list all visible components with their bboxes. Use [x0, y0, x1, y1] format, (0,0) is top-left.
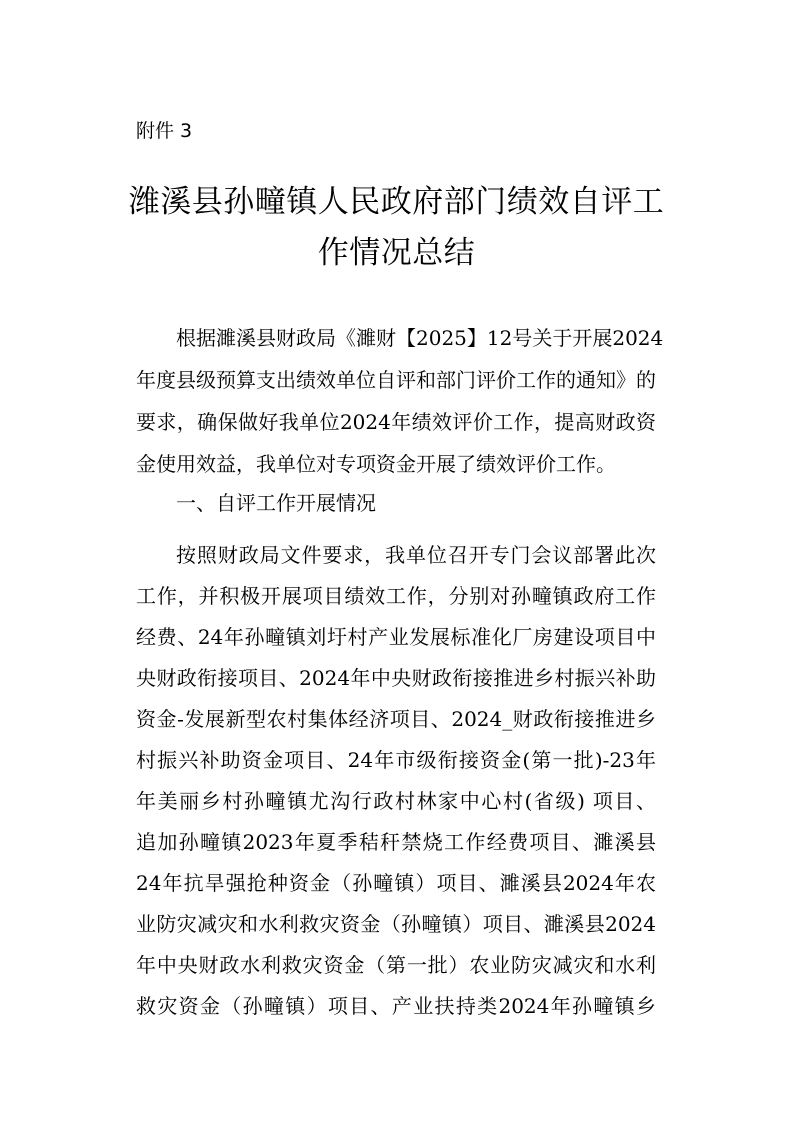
paragraph-line: 要求，确保做好我单位2024年绩效评价工作，提高财政资 [136, 410, 656, 434]
paragraph-line: 24年抗旱强抢种资金（孙疃镇）项目、濉溪县2024年农 [136, 871, 656, 895]
paragraph-line: 央财政衔接项目、2024年中央财政衔接推进乡村振兴补助 [136, 666, 656, 690]
attachment-label: 附件 3 [136, 120, 193, 142]
paragraph-line: 工作，并积极开展项目绩效工作，分别对孙疃镇政府工作 [136, 584, 656, 608]
paragraph-line: 年度县级预算支出绩效单位自评和部门评价工作的通知》的 [136, 368, 656, 392]
paragraph-line: 村振兴补助资金项目、24年市级衔接资金(第一批)-23年 [136, 748, 656, 772]
document-title-line-1: 潍溪县孙疃镇人民政府部门绩效自评工 [128, 184, 665, 220]
paragraph-line: 年中央财政水利救灾资金（第一批）农业防灾减灾和水利 [136, 953, 656, 977]
paragraph-line: 按照财政局文件要求，我单位召开专门会议部署此次 [176, 543, 656, 567]
paragraph-line: 业防灾减灾和水利救灾资金（孙疃镇）项目、濉溪县2024 [136, 912, 656, 936]
paragraph-line: 资金-发展新型农村集体经济项目、2024_财政衔接推进乡 [136, 707, 656, 731]
document-title-line-2: 作情况总结 [317, 235, 476, 271]
paragraph-line: 救灾资金（孙疃镇）项目、产业扶持类2024年孙疃镇乡 [136, 994, 656, 1018]
section-heading: 一、自评工作开展情况 [176, 491, 376, 515]
paragraph-line: 年美丽乡村孙疃镇尤沟行政村林家中心村(省级) 项目、 [136, 789, 656, 813]
paragraph-line: 追加孙疃镇2023年夏季秸秆禁烧工作经费项目、濉溪县 [136, 830, 656, 854]
paragraph-line: 根据濉溪县财政局《濉财【2025】12号关于开展2024 [176, 326, 664, 350]
paragraph-line: 金使用效益，我单位对专项资金开展了绩效评价工作。 [136, 452, 616, 476]
paragraph-line: 经费、24年孙疃镇刘圩村产业发展标准化厂房建设项目中 [136, 625, 656, 649]
